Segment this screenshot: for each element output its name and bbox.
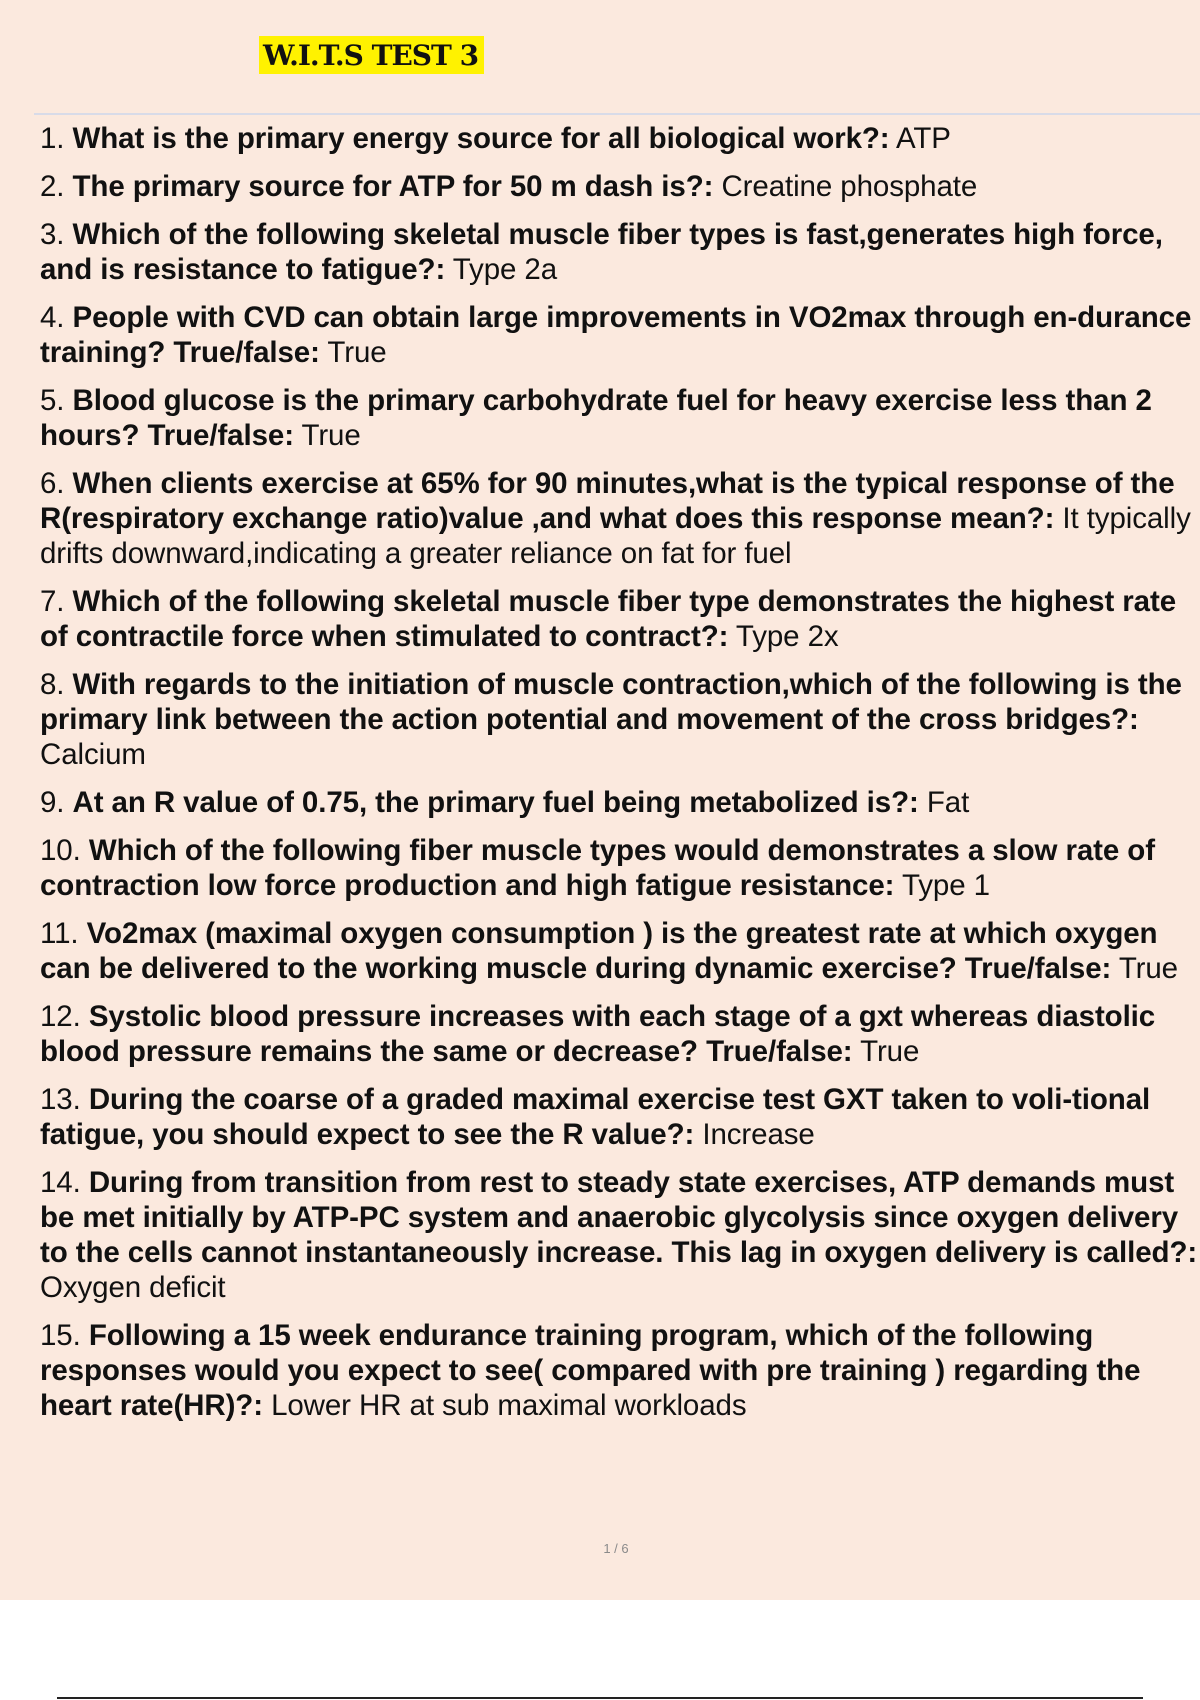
answer-text: True: [1118, 952, 1178, 985]
question-number: 9.: [40, 786, 65, 819]
document-title: W.I.T.S TEST 3: [259, 36, 484, 74]
question-item: [40, 1082, 1200, 1152]
question-number: 4.: [40, 301, 65, 334]
answer-text: Type 2a: [452, 253, 558, 286]
page-indicator: 1 / 6: [603, 1541, 629, 1556]
question-number: 14.: [40, 1166, 81, 1199]
question-number: 12.: [40, 1000, 81, 1033]
question-number: 6.: [40, 467, 65, 500]
question-text: Vo2max (maximal oxygen consumption ) is the greatest rate at which oxygen can be delivered to the working muscle during dynamic exercise? True/false:: [40, 917, 1158, 985]
answer-text: Type 2x: [735, 620, 839, 653]
question-text: Which of the following skeletal muscle fiber types is fast,generates high force, and is resistance to fatigue?:: [40, 218, 1163, 286]
question-item: [40, 383, 1200, 453]
question-item: [40, 584, 1200, 654]
answer-text: Calcium: [40, 738, 146, 771]
question-item: [40, 916, 1200, 986]
question-text: Which of the following skeletal muscle fiber type demonstrates the highest rate of contractile force when stimulated to contract?:: [40, 585, 1176, 653]
question-number: 1.: [40, 122, 65, 155]
answer-text: True: [860, 1035, 920, 1068]
question-text: When clients exercise at 65% for 90 minutes,what is the typical response of the R(respiratory exchange ratio)value ,and what does this response mean?:: [40, 467, 1175, 535]
question-text: With regards to the initiation of muscle contraction,which of the following is the primary link between the action potential and movement of the cross bridges?:: [40, 668, 1182, 736]
question-text: Blood glucose is the primary carbohydrate fuel for heavy exercise less than 2 hours? True/false:: [40, 384, 1152, 452]
question-text: What is the primary energy source for all biological work?:: [72, 122, 890, 155]
question-item: [40, 1318, 1200, 1423]
question-number: 10.: [40, 834, 81, 867]
question-text: The primary source for ATP for 50 m dash is?:: [72, 170, 714, 203]
question-item: [40, 121, 1200, 156]
question-text: Systolic blood pressure increases with each stage of a gxt whereas diastolic blood pressure remains the same or decrease? True/false:: [40, 1000, 1156, 1068]
question-number: 13.: [40, 1083, 81, 1116]
bottom-divider: [57, 1697, 1143, 1699]
answer-text: It typically drifts downward,indicating a greater reliance on fat for fuel: [40, 502, 1191, 570]
answer-text: Creatine phosphate: [721, 170, 978, 203]
question-number: 7.: [40, 585, 65, 618]
question-item: [40, 785, 1200, 820]
question-text: Which of the following fiber muscle types would demonstrates a slow rate of contraction low force production and high fatigue resistance:: [40, 834, 1155, 902]
question-item: [40, 217, 1200, 287]
question-item: [40, 833, 1200, 903]
question-text: At an R value of 0.75, the primary fuel being metabolized is?:: [72, 786, 919, 819]
question-text: During the coarse of a graded maximal exercise test GXT taken to voli-tional fatigue, you should expect to see the R value?:: [40, 1083, 1151, 1151]
answer-text: True: [301, 419, 361, 452]
question-item: [40, 300, 1200, 370]
question-item: [40, 466, 1200, 571]
question-item: [40, 169, 1200, 204]
header-divider: [34, 113, 1200, 115]
answer-text: Fat: [926, 786, 970, 819]
question-number: 15.: [40, 1319, 81, 1352]
question-number: 2.: [40, 170, 65, 203]
question-list: [40, 121, 1200, 1436]
question-number: 5.: [40, 384, 65, 417]
question-text: Following a 15 week endurance training program, which of the following responses would you expect to see( compared with pre training ) regarding the heart rate(HR)?:: [40, 1319, 1141, 1422]
answer-text: ATP: [896, 122, 951, 155]
question-item: [40, 667, 1200, 772]
question-item: [40, 999, 1200, 1069]
question-number: 3.: [40, 218, 65, 251]
answer-text: Lower HR at sub maximal workloads: [271, 1389, 747, 1422]
answer-text: Increase: [702, 1118, 815, 1151]
answer-text: True: [327, 336, 387, 369]
answer-text: Oxygen deficit: [40, 1271, 226, 1304]
question-number: 11.: [40, 917, 79, 950]
answer-text: Type 1: [901, 869, 990, 902]
question-item: [40, 1165, 1200, 1305]
question-number: 8.: [40, 668, 65, 701]
question-text: People with CVD can obtain large improvements in VO2max through en-durance training? True/false:: [40, 301, 1192, 369]
question-text: During from transition from rest to steady state exercises, ATP demands must be met initially by ATP-PC system and anaerobic glycolysis since oxygen delivery to the cells cannot instantaneously increase. This lag in oxygen delivery is called?:: [40, 1166, 1198, 1269]
